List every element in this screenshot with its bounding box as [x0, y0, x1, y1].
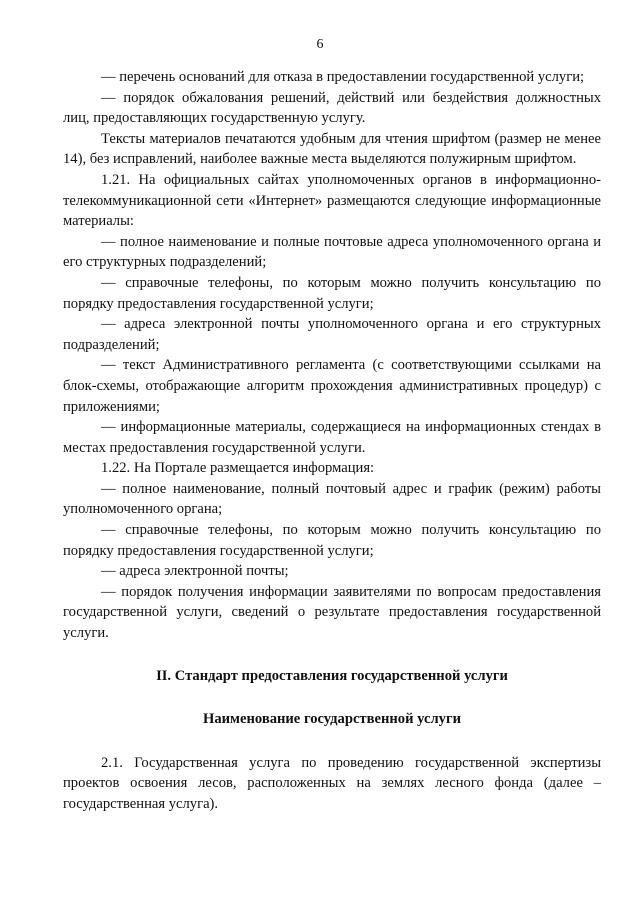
paragraph: — текст Административного регламента (с соответствующими ссылками на блок-схемы, отображающие алгоритм прохождения административных процедур) с приложениями; [63, 357, 601, 415]
paragraph: — перечень оснований для отказа в предоставлении государственной услуги; [101, 69, 585, 85]
page-number: 6 [316, 37, 324, 52]
paragraph: — справочные телефоны, по которым можно получить консультацию по порядку предоставления государственной услуги; [63, 274, 601, 312]
paragraph: — адреса электронной почты уполномоченного органа и его структурных подразделений; [63, 316, 601, 353]
paragraph: — порядок получения информации заявителями по вопросам предоставления государственной услуги, сведений о результате предоставления государственной услуги. [63, 583, 601, 642]
paragraph: 1.21. На официальных сайтах уполномоченных органов в информационно-телекоммуникационной сети «Интернет» размещаются следующие информационные материалы: [63, 171, 601, 230]
paragraph: — информационные материалы, содержащиеся на информационных стендах в местах предоставления государственной услуги. [63, 419, 601, 456]
paragraph-2-1: 2.1. Государственная услуга по проведению государственной экспертизы проектов освоения лесов, расположенных на землях лесного фонда (далее – государственная услуга). [63, 754, 601, 812]
paragraph: — полное наименование, полный почтовый адрес и график (режим) работы уполномоченного органа; [63, 480, 601, 518]
paragraph: — полное наименование и полные почтовые адреса уполномоченного органа и его структурных подразделений; [63, 233, 601, 271]
paragraph: 1.22. На Портале размещается информация: [101, 460, 375, 477]
section-heading: II. Стандарт предоставления государственной услуги [156, 667, 508, 684]
document-body [63, 67, 601, 815]
paragraph: Тексты материалов печатаются удобным для чтения шрифтом (размер не менее 14), без исправлений, наиболее важные места выделяются полужирным шрифтом. [63, 130, 601, 168]
paragraph: — порядок обжалования решений, действий или бездействия должностных лиц, предоставляющих государственную услугу. [63, 89, 601, 127]
paragraph: — адреса электронной почты; [101, 563, 289, 580]
subsection-heading: Наименование государственной услуги [203, 711, 461, 728]
paragraph: — справочные телефоны, по которым можно получить консультацию по порядку предоставления государственной услуги; [63, 522, 601, 559]
